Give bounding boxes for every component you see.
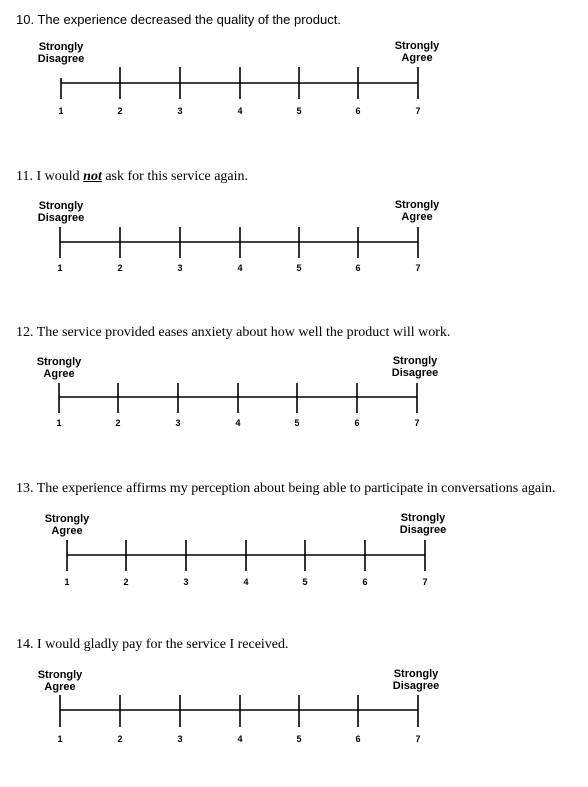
question-11-emphasis: not — [83, 169, 102, 184]
question-12-scale-2[interactable]: 2 — [115, 418, 121, 428]
question-13-right-anchor: Strongly Disagree — [399, 512, 447, 536]
question-11-text: 11. I would not ask for this service again. — [16, 169, 249, 184]
question-10-scale-1[interactable]: 1 — [58, 106, 64, 116]
question-10-scale-6[interactable]: 6 — [355, 106, 361, 116]
question-13-text: 13. The experience affirms my perception about being able to participate in conversations again. — [16, 481, 556, 496]
question-10-scale-4[interactable]: 4 — [237, 106, 243, 116]
question-12-right-anchor: Strongly Disagree — [391, 355, 439, 379]
question-13-scale-7[interactable]: 7 — [422, 577, 428, 587]
question-11-scale-4[interactable]: 4 — [237, 263, 243, 273]
question-13 — [0, 481, 588, 631]
question-13-scale-2[interactable]: 2 — [123, 577, 129, 587]
question-12-scale-6[interactable]: 6 — [354, 418, 360, 428]
question-12-scale-5[interactable]: 5 — [294, 418, 300, 428]
question-14-scale-1[interactable]: 1 — [57, 734, 63, 744]
question-13-scale-4[interactable]: 4 — [243, 577, 249, 587]
question-11-scale-6[interactable]: 6 — [355, 263, 361, 273]
question-14-likert-scale[interactable] — [0, 637, 588, 787]
question-10 — [0, 12, 588, 162]
question-10-scale-3[interactable]: 3 — [177, 106, 183, 116]
question-12-scale-3[interactable]: 3 — [175, 418, 181, 428]
question-11-scale-5[interactable]: 5 — [296, 263, 302, 273]
question-14-scale-6[interactable]: 6 — [355, 734, 361, 744]
question-14-text: 14. I would gladly pay for the service I received. — [16, 637, 289, 652]
question-11-likert-scale[interactable] — [0, 169, 588, 319]
question-14-left-anchor: Strongly Agree — [37, 669, 83, 693]
question-13-scale-3[interactable]: 3 — [183, 577, 189, 587]
question-13-scale-1[interactable]: 1 — [64, 577, 70, 587]
question-10-left-anchor: Strongly Disagree — [37, 41, 85, 65]
question-14-scale-2[interactable]: 2 — [117, 734, 123, 744]
question-14-scale-3[interactable]: 3 — [177, 734, 183, 744]
question-11-scale-7[interactable]: 7 — [415, 263, 421, 273]
question-12-left-anchor: Strongly Agree — [36, 356, 82, 380]
question-10-scale-7[interactable]: 7 — [415, 106, 421, 116]
question-14-scale-7[interactable]: 7 — [415, 734, 421, 744]
question-11-scale-3[interactable]: 3 — [177, 263, 183, 273]
question-14-scale-4[interactable]: 4 — [237, 734, 243, 744]
question-11 — [0, 169, 588, 319]
question-12-scale-7[interactable]: 7 — [414, 418, 420, 428]
question-14-right-anchor: Strongly Disagree — [392, 668, 440, 692]
question-13-likert-scale[interactable] — [0, 481, 588, 631]
question-14 — [0, 637, 588, 787]
question-13-scale-6[interactable]: 6 — [362, 577, 368, 587]
question-10-scale-2[interactable]: 2 — [117, 106, 123, 116]
question-10-right-anchor: Strongly Agree — [394, 40, 440, 64]
question-11-scale-2[interactable]: 2 — [117, 263, 123, 273]
question-13-scale-5[interactable]: 5 — [302, 577, 308, 587]
question-14-scale-5[interactable]: 5 — [296, 734, 302, 744]
question-11-left-anchor: Strongly Disagree — [37, 200, 85, 224]
question-12-scale-1[interactable]: 1 — [56, 418, 62, 428]
question-10-likert-scale[interactable] — [0, 12, 588, 162]
question-12-likert-scale[interactable] — [0, 325, 588, 475]
question-12 — [0, 325, 588, 475]
question-10-scale-5[interactable]: 5 — [296, 106, 302, 116]
question-11-scale-1[interactable]: 1 — [57, 263, 63, 273]
question-11-right-anchor: Strongly Agree — [394, 199, 440, 223]
question-12-scale-4[interactable]: 4 — [235, 418, 241, 428]
question-10-text: 10. The experience decreased the quality of the product. — [16, 12, 341, 27]
question-12-text: 12. The service provided eases anxiety about how well the product will work. — [16, 325, 451, 340]
question-13-left-anchor: Strongly Agree — [44, 513, 90, 537]
